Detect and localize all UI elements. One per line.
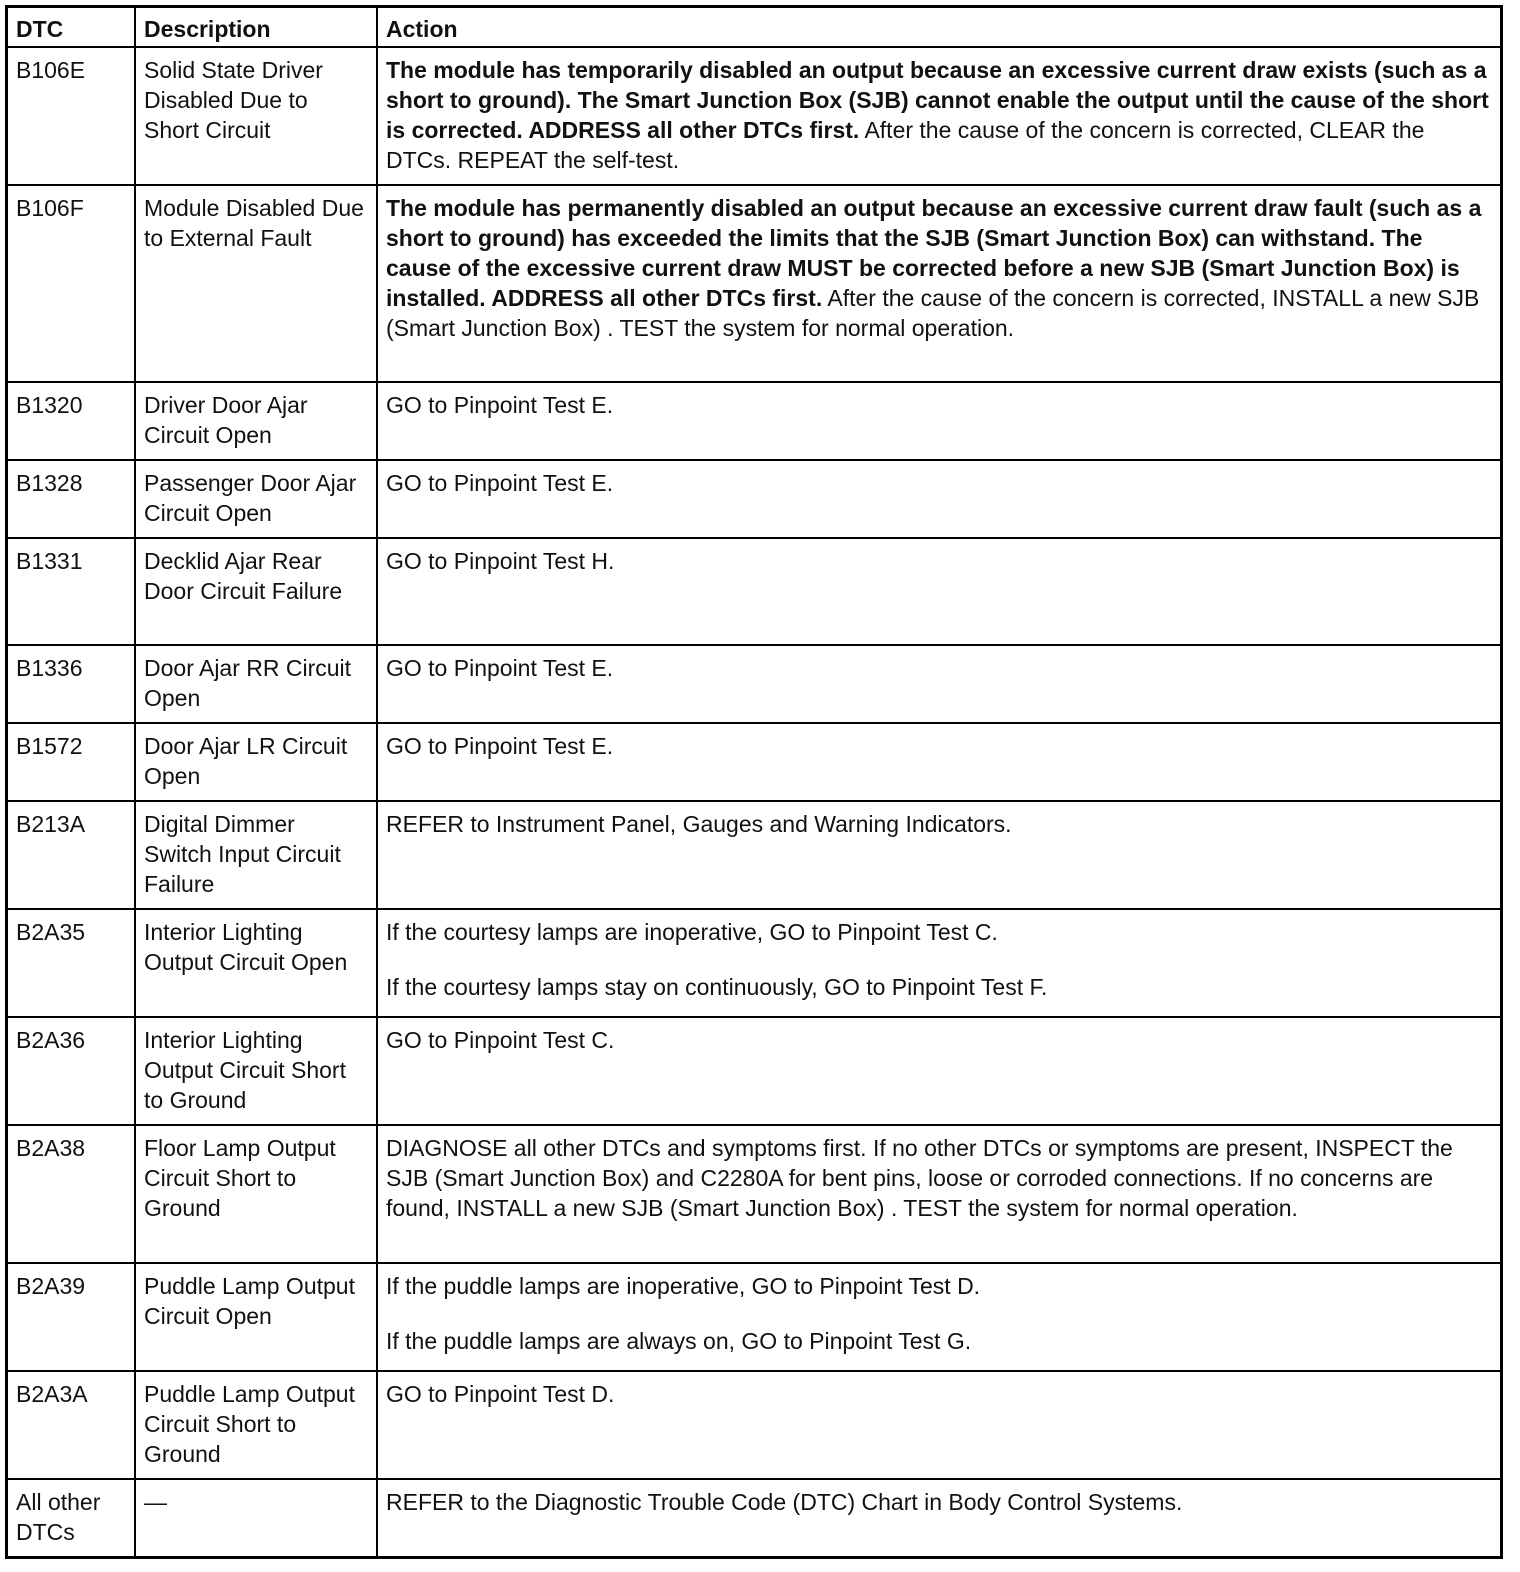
- table-row: [7, 909, 1502, 1017]
- dtc-code-cell: B106E: [7, 47, 136, 185]
- action-text: GO to Pinpoint Test H.: [386, 548, 615, 574]
- header-action: Action: [377, 7, 1502, 48]
- action-cell: [377, 1371, 1502, 1479]
- dtc-code-cell: B2A35: [7, 909, 136, 1017]
- table-row: [7, 801, 1502, 909]
- action-cell: [377, 460, 1502, 538]
- action-text: DIAGNOSE all other DTCs and symptoms first. If no other DTCs or symptoms are present, INSPECT the SJB (Smart Junction Box) and C2280A for bent pins, loose or corroded connections. If no concerns are found, INSTALL a new SJB (Smart Junction Box) . TEST the system for normal operation.: [386, 1135, 1453, 1221]
- action-cell: [377, 47, 1502, 185]
- table-row: [7, 185, 1502, 382]
- dtc-code-cell: B106F: [7, 185, 136, 382]
- table-row: [7, 1125, 1502, 1263]
- description-cell: —: [135, 1479, 377, 1557]
- action-paragraph: [386, 972, 1492, 1002]
- dtc-code-cell: B1320: [7, 382, 136, 460]
- description-cell: Door Ajar RR Circuit Open: [135, 645, 377, 723]
- description-cell: Floor Lamp Output Circuit Short to Ground: [135, 1125, 377, 1263]
- action-paragraph: [386, 1326, 1492, 1356]
- dtc-code-cell: B1331: [7, 538, 136, 645]
- action-text: GO to Pinpoint Test E.: [386, 655, 614, 681]
- action-paragraph: [386, 1487, 1492, 1517]
- action-paragraph: [386, 55, 1492, 175]
- header-dtc: DTC: [7, 7, 136, 48]
- dtc-code-cell: B2A38: [7, 1125, 136, 1263]
- description-cell: Door Ajar LR Circuit Open: [135, 723, 377, 801]
- action-cell: [377, 538, 1502, 645]
- table-row: [7, 460, 1502, 538]
- dtc-code-cell: All other DTCs: [7, 1479, 136, 1557]
- action-paragraph: [386, 390, 1492, 420]
- table-row: [7, 382, 1502, 460]
- table-row: [7, 538, 1502, 645]
- description-cell: Module Disabled Due to External Fault: [135, 185, 377, 382]
- action-paragraph: [386, 1133, 1492, 1223]
- action-paragraph: [386, 917, 1492, 947]
- dtc-code-cell: B2A3A: [7, 1371, 136, 1479]
- dtc-code-cell: B1336: [7, 645, 136, 723]
- description-cell: Driver Door Ajar Circuit Open: [135, 382, 377, 460]
- dtc-code-cell: B213A: [7, 801, 136, 909]
- description-cell: Interior Lighting Output Circuit Short to Ground: [135, 1017, 377, 1125]
- description-cell: Puddle Lamp Output Circuit Open: [135, 1263, 377, 1371]
- table-row: [7, 47, 1502, 185]
- action-text: If the puddle lamps are inoperative, GO to Pinpoint Test D.: [386, 1273, 981, 1299]
- action-cell: [377, 909, 1502, 1017]
- table-row: [7, 1479, 1502, 1557]
- action-cell: [377, 723, 1502, 801]
- action-text: If the puddle lamps are always on, GO to Pinpoint Test G.: [386, 1328, 972, 1354]
- dtc-code-cell: B1572: [7, 723, 136, 801]
- action-text: GO to Pinpoint Test E.: [386, 392, 614, 418]
- action-emphasis-text: The module has permanently disabled an output because an excessive current draw fault (such as a short to ground) has exceeded the limits that the SJB (Smart Junction Box) can withstand. The cause of the excessive current draw MUST be corrected before a new SJB (Smart Junction Box) is installed. ADDRESS all other DTCs first.: [386, 195, 1482, 311]
- action-text: After the cause of the concern is corrected, INSTALL a new SJB (Smart Junction Box) . TEST the system for normal operation.: [386, 285, 1480, 341]
- table-row: [7, 1371, 1502, 1479]
- action-paragraph: [386, 546, 1492, 576]
- action-paragraph: [386, 809, 1492, 839]
- action-paragraph: [386, 1271, 1492, 1301]
- description-cell: Puddle Lamp Output Circuit Short to Ground: [135, 1371, 377, 1479]
- table-header-row: [7, 7, 1502, 48]
- action-text: If the courtesy lamps stay on continuously, GO to Pinpoint Test F.: [386, 974, 1048, 1000]
- action-cell: [377, 801, 1502, 909]
- table-row: [7, 723, 1502, 801]
- action-cell: [377, 185, 1502, 382]
- action-text: GO to Pinpoint Test E.: [386, 733, 614, 759]
- action-text: If the courtesy lamps are inoperative, GO to Pinpoint Test C.: [386, 919, 998, 945]
- dtc-code-cell: B2A39: [7, 1263, 136, 1371]
- action-text: GO to Pinpoint Test D.: [386, 1381, 615, 1407]
- action-paragraph: [386, 1025, 1492, 1055]
- table-body: [7, 47, 1502, 1557]
- action-cell: [377, 645, 1502, 723]
- action-text: GO to Pinpoint Test C.: [386, 1027, 615, 1053]
- action-text: GO to Pinpoint Test E.: [386, 470, 614, 496]
- action-paragraph: [386, 1379, 1492, 1409]
- table-row: [7, 1017, 1502, 1125]
- action-cell: [377, 1263, 1502, 1371]
- action-text: After the cause of the concern is corrected, CLEAR the DTCs. REPEAT the self-test.: [386, 117, 1425, 173]
- description-cell: Digital Dimmer Switch Input Circuit Failure: [135, 801, 377, 909]
- action-paragraph: [386, 193, 1492, 343]
- action-cell: [377, 1017, 1502, 1125]
- action-paragraph: [386, 468, 1492, 498]
- action-emphasis-text: The module has temporarily disabled an output because an excessive current draw exists (such as a short to ground). The Smart Junction Box (SJB) cannot enable the output until the cause of the short is corrected. ADDRESS all other DTCs first.: [386, 57, 1489, 143]
- action-paragraph: [386, 653, 1492, 683]
- description-cell: Passenger Door Ajar Circuit Open: [135, 460, 377, 538]
- table-row: [7, 645, 1502, 723]
- description-cell: Decklid Ajar Rear Door Circuit Failure: [135, 538, 377, 645]
- action-cell: [377, 1125, 1502, 1263]
- dtc-code-cell: B2A36: [7, 1017, 136, 1125]
- dtc-code-cell: B1328: [7, 460, 136, 538]
- action-cell: [377, 382, 1502, 460]
- dtc-table: [5, 5, 1503, 1559]
- action-cell: [377, 1479, 1502, 1557]
- action-text: REFER to the Diagnostic Trouble Code (DTC) Chart in Body Control Systems.: [386, 1489, 1183, 1515]
- description-cell: Solid State Driver Disabled Due to Short Circuit: [135, 47, 377, 185]
- action-text: REFER to Instrument Panel, Gauges and Warning Indicators.: [386, 811, 1012, 837]
- header-description: Description: [135, 7, 377, 48]
- description-cell: Interior Lighting Output Circuit Open: [135, 909, 377, 1017]
- action-paragraph: [386, 731, 1492, 761]
- table-row: [7, 1263, 1502, 1371]
